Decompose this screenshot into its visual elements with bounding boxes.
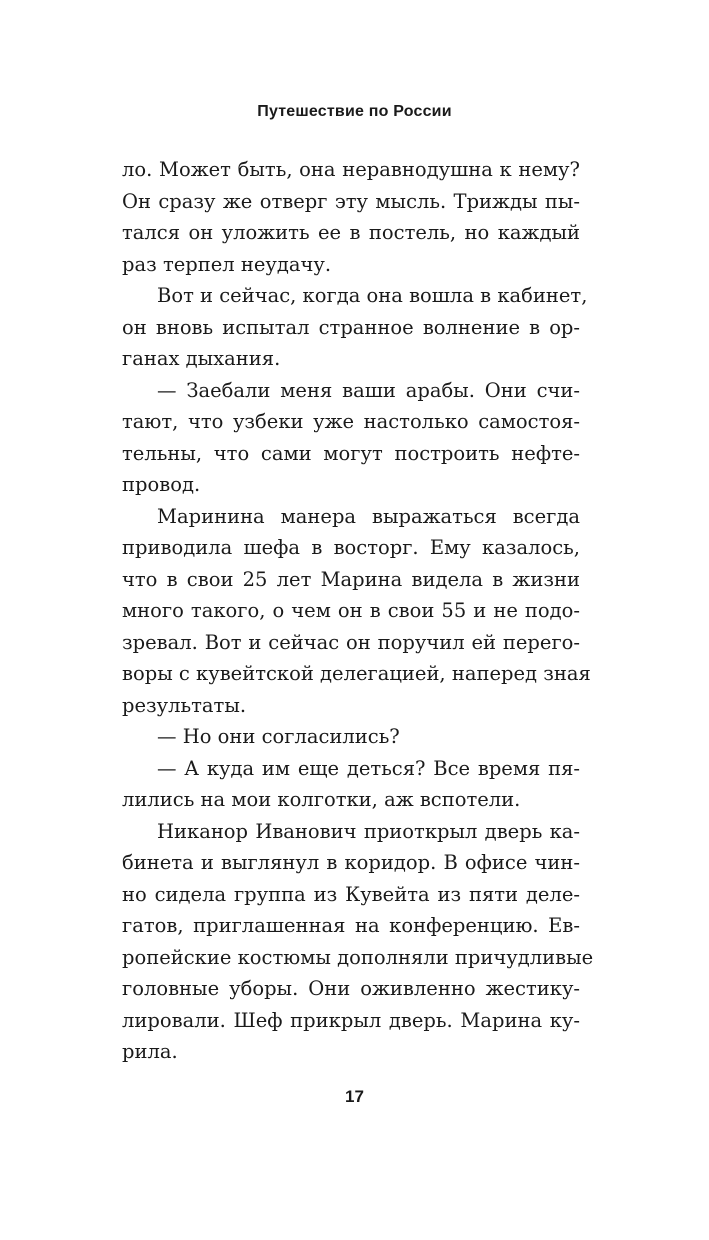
text-line: — А куда им еще деться? Все время пя- bbox=[157, 756, 580, 780]
page-number: 17 bbox=[345, 1087, 364, 1106]
text-line: результаты. bbox=[122, 693, 247, 717]
text-line: приводила шефа в восторг. Ему казалось, bbox=[122, 536, 580, 559]
text-line: он вновь испытал странное волнение в ор- bbox=[122, 315, 580, 339]
text-line: — Заебали меня ваши арабы. Они счи- bbox=[157, 378, 580, 402]
text-line: — Но они согласились? bbox=[157, 725, 400, 748]
text-line: ло. Может быть, она неравнодушна к нему? bbox=[122, 158, 580, 181]
text-line: тался он уложить ее в постель, но каждый bbox=[122, 221, 580, 244]
text-line: воры с кувейтской делегацией, наперед зная bbox=[122, 662, 591, 685]
text-line: зревал. Вот и сейчас он поручил ей перего- bbox=[122, 630, 580, 654]
text-line: ганах дыхания. bbox=[122, 347, 281, 370]
text-line: тают, что узбеки уже настолько самостоя- bbox=[122, 410, 580, 433]
running-head-title: Путешествие по России bbox=[257, 103, 452, 120]
text-line: Вот и сейчас, когда она вошла в кабинет, bbox=[157, 284, 588, 307]
text-line: тельны, что сами могут построить нефте- bbox=[122, 441, 580, 465]
text-line: Он сразу же отверг эту мысль. Трижды пы- bbox=[122, 189, 580, 213]
text-line: провод. bbox=[122, 473, 201, 496]
text-line: бинета и выглянул в коридор. В офисе чин- bbox=[122, 851, 580, 874]
text-line: головные уборы. Они оживленно жестику- bbox=[122, 977, 580, 1000]
text-line: раз терпел неудачу. bbox=[122, 252, 332, 276]
text-line: рила. bbox=[122, 1040, 178, 1063]
text-line: много такого, о чем он в свои 55 и не подо- bbox=[122, 599, 580, 622]
text-line: лились на мои колготки, аж вспотели. bbox=[122, 788, 521, 811]
text-line: что в свои 25 лет Марина видела в жизни bbox=[122, 567, 580, 591]
text-line: Маринина манера выражаться всегда bbox=[157, 504, 580, 528]
text-line: гатов, приглашенная на конференцию. Ев- bbox=[122, 914, 580, 937]
text-line: Никанор Иванович приоткрыл дверь ка- bbox=[157, 819, 580, 843]
body-text bbox=[122, 154, 594, 1068]
text-line: ропейские костюмы дополняли причудливые bbox=[122, 945, 594, 969]
text-line: но сидела группа из Кувейта из пяти деле- bbox=[122, 882, 580, 906]
text-line: лировали. Шеф прикрыл дверь. Марина ку- bbox=[122, 1008, 580, 1032]
